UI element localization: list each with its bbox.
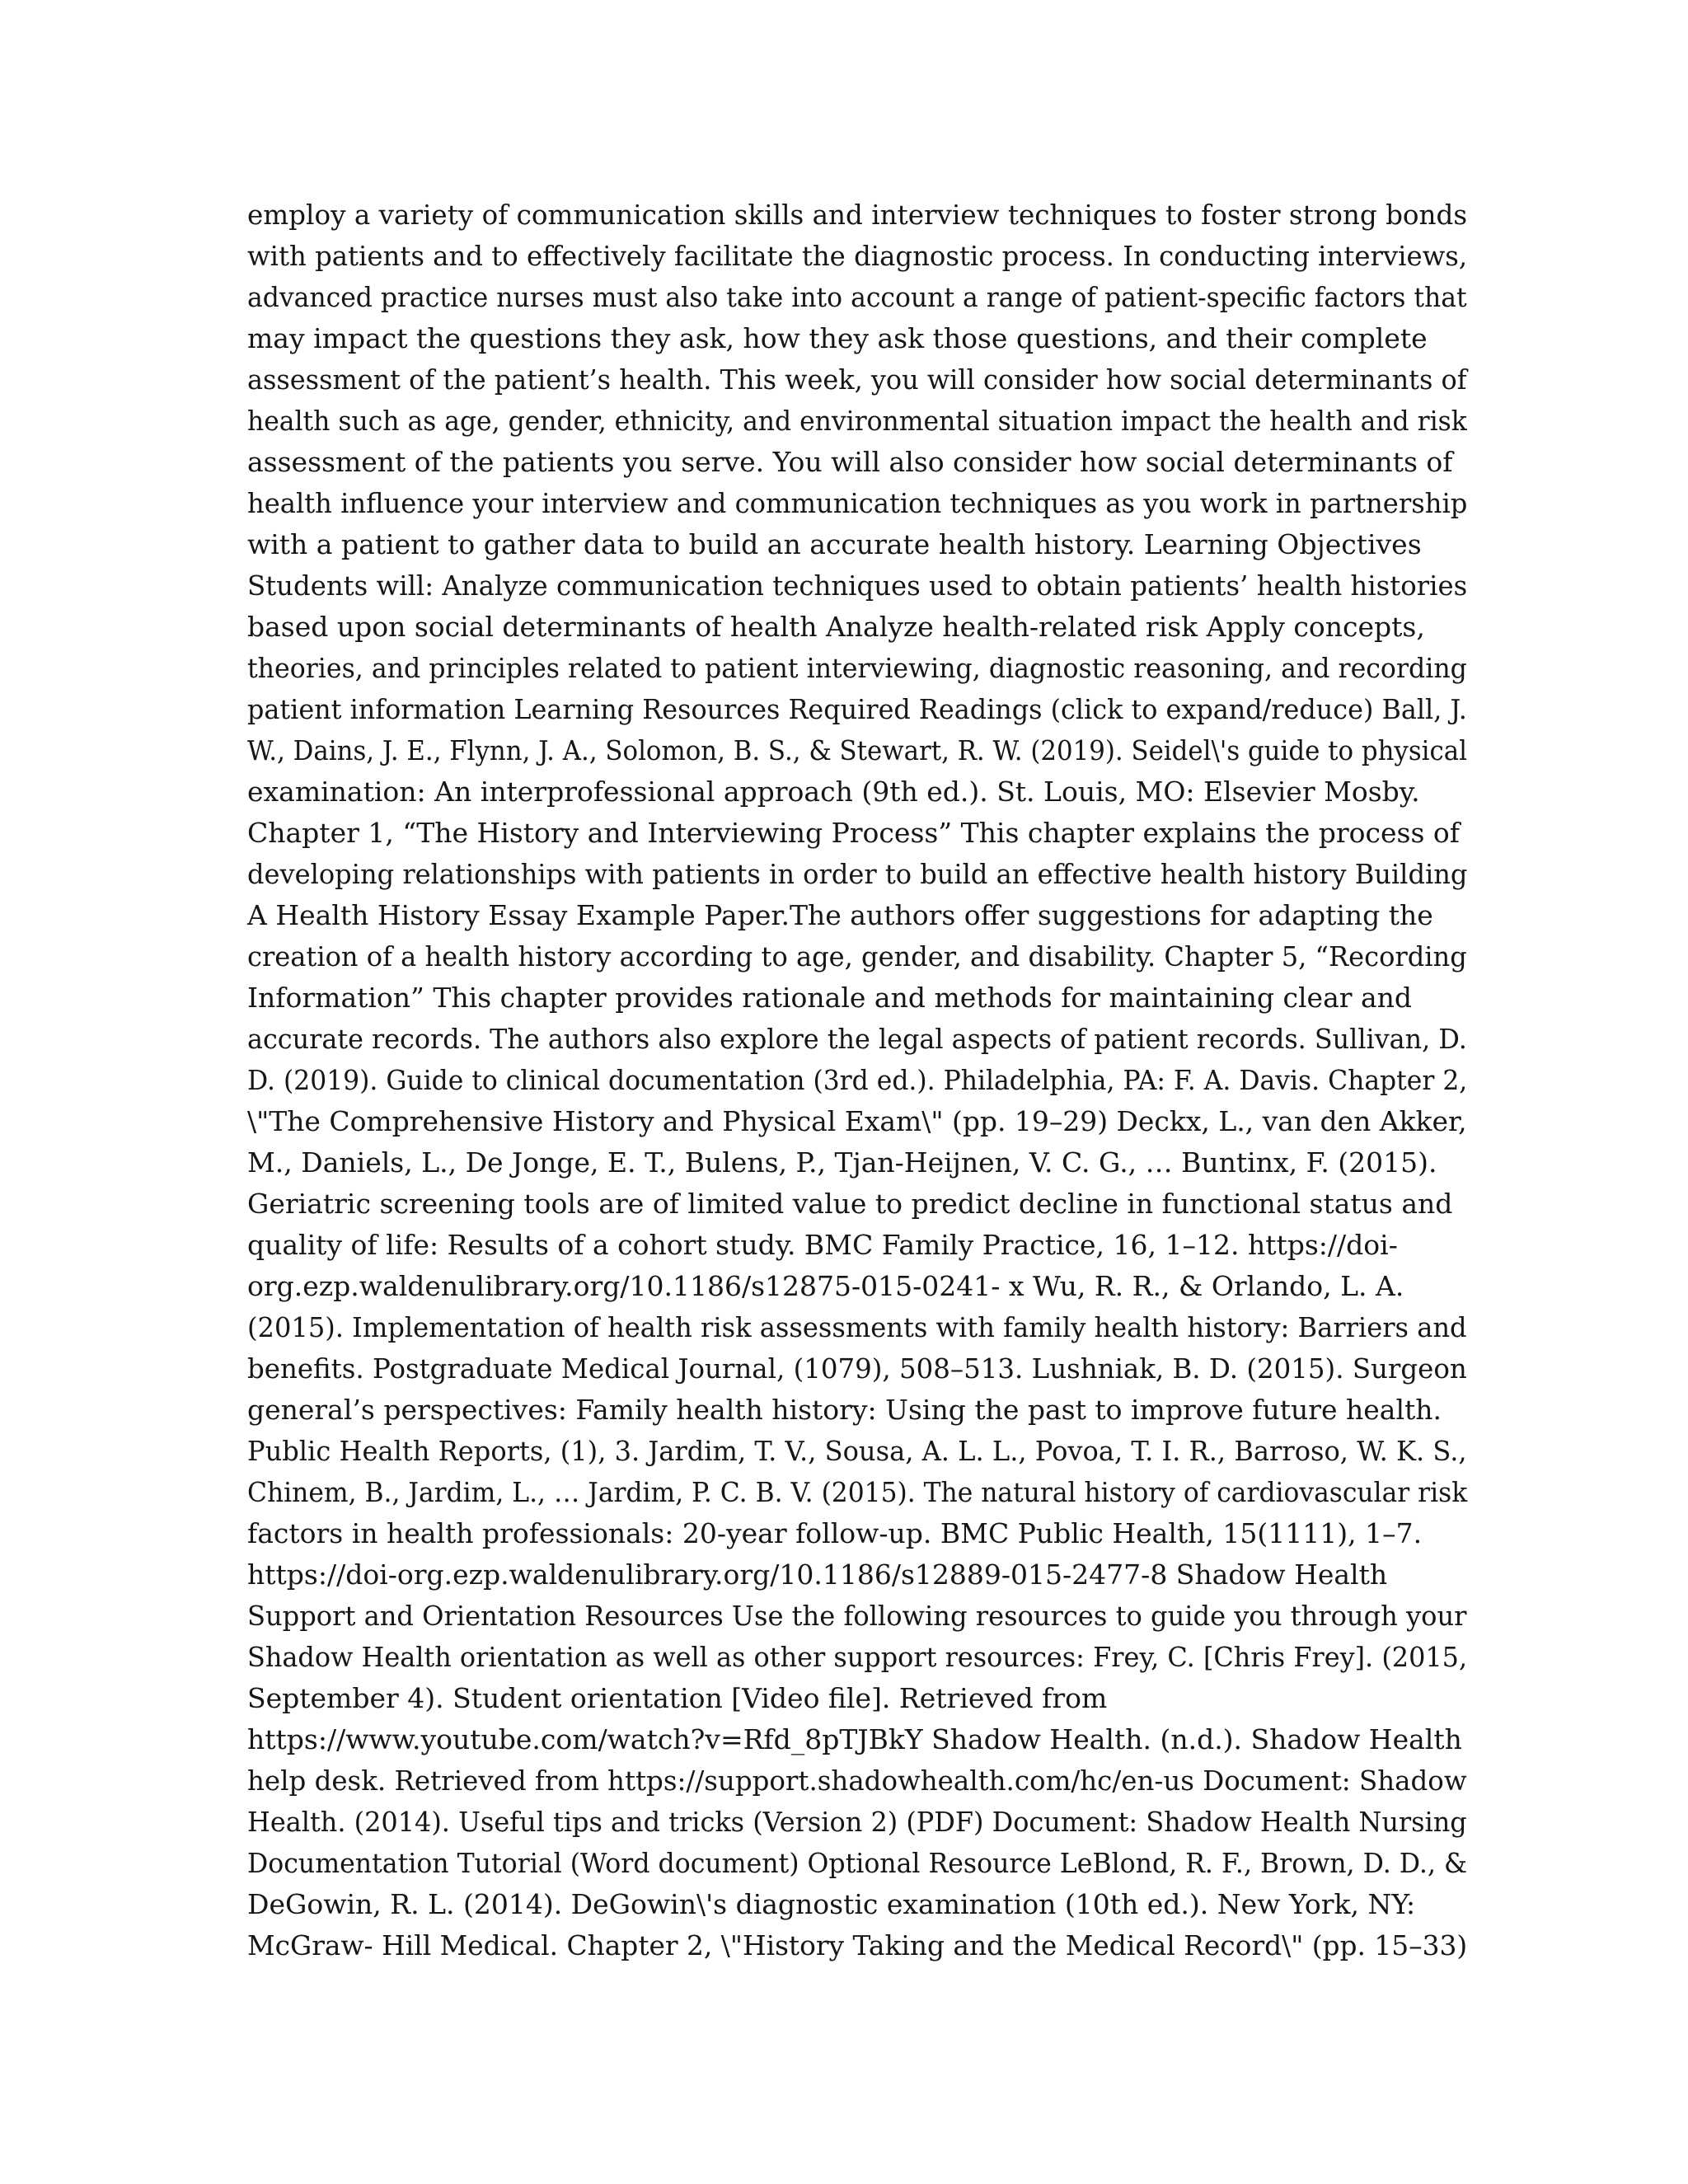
text-line: Support and Orientation Resources Use the following resources to guide you through your (247, 1600, 1467, 1632)
text-line: with a patient to gather data to build an accurate health history. Learning Objectives (247, 528, 1422, 560)
text-line: Public Health Reports, (1), 3. Jardim, T. V., Sousa, A. L. L., Povoa, T. I. R., Barroso, W. K. S., (247, 1435, 1467, 1467)
text-line: theories, and principles related to patient interviewing, diagnostic reasoning, and recording (247, 652, 1467, 684)
text-line: Shadow Health orientation as well as other support resources: Frey, C. [Chris Frey]. (2015, (247, 1641, 1468, 1673)
text-line: examination: An interprofessional approach (9th ed.). St. Louis, MO: Elsevier Mosby. (247, 776, 1420, 808)
text-line: Documentation Tutorial (Word document) Optional Resource LeBlond, R. F., Brown, D. D., & (247, 1847, 1468, 1879)
text-line: (2015). Implementation of health risk assessments with family health history: Barriers and (247, 1311, 1467, 1343)
text-line: benefits. Postgraduate Medical Journal, (1079), 508–513. Lushniak, B. D. (2015). Surgeon (247, 1352, 1467, 1385)
text-line: quality of life: Results of a cohort study. BMC Family Practice, 16, 1–12. https://doi- (247, 1229, 1398, 1261)
text-line: org.ezp.waldenulibrary.org/10.1186/s12875-015-0241- x Wu, R. R., & Orlando, L. A. (247, 1270, 1404, 1302)
text-line: accurate records. The authors also explore the legal aspects of patient records. Sullivan, D. (247, 1023, 1467, 1055)
text-line: help desk. Retrieved from https://support.shadowhealth.com/hc/en-us Document: Shadow (247, 1765, 1467, 1797)
text-line: advanced practice nurses must also take into account a range of patient-specific factors that (247, 281, 1467, 313)
text-line: health such as age, gender, ethnicity, and environmental situation impact the health and risk (247, 405, 1467, 437)
text-line: assessment of the patient’s health. This week, you will consider how social determinants of (247, 363, 1467, 396)
body-text (247, 194, 1467, 1966)
text-line: factors in health professionals: 20-year follow-up. BMC Public Health, 15(1111), 1–7. (247, 1517, 1423, 1549)
text-line: A Health History Essay Example Paper.The authors offer suggestions for adapting the (247, 899, 1433, 931)
text-line: developing relationships with patients in order to build an effective health history Building (247, 858, 1468, 890)
text-line: patient information Learning Resources Required Readings (click to expand/reduce) Ball, J. (247, 693, 1467, 725)
text-line: D. (2019). Guide to clinical documentation (3rd ed.). Philadelphia, PA: F. A. Davis. Chapter 2, (247, 1064, 1468, 1096)
text-line: Chinem, B., Jardim, L., … Jardim, P. C. B. V. (2015). The natural history of cardiovascular risk (247, 1476, 1468, 1508)
text-line: Health. (2014). Useful tips and tricks (Version 2) (PDF) Document: Shadow Health Nursing (247, 1806, 1467, 1838)
text-line: creation of a health history according to age, gender, and disability. Chapter 5, “Recording (247, 940, 1467, 972)
text-line: W., Dains, J. E., Flynn, J. A., Solomon, B. S., & Stewart, R. W. (2019). Seidel\'s guide to physical (247, 734, 1467, 766)
text-line: Information” This chapter provides rationale and methods for maintaining clear and (247, 982, 1413, 1014)
text-line: health influence your interview and communication techniques as you work in partnership (247, 487, 1468, 519)
text-line: DeGowin, R. L. (2014). DeGowin\'s diagnostic examination (10th ed.). New York, NY: (247, 1888, 1416, 1920)
text-line: McGraw- Hill Medical. Chapter 2, \"History Taking and the Medical Record\" (pp. 15–33) (247, 1929, 1468, 1961)
text-line: based upon social determinants of health Analyze health-related risk Apply concepts, (247, 611, 1425, 643)
text-line: assessment of the patients you serve. You will also consider how social determinants of (247, 446, 1453, 478)
text-line: \"The Comprehensive History and Physical Exam\" (pp. 19–29) Deckx, L., van den Akker, (247, 1105, 1467, 1137)
text-line: general’s perspectives: Family health history: Using the past to improve future health. (247, 1394, 1442, 1426)
text-line: Students will: Analyze communication techniques used to obtain patients’ health histories (247, 569, 1468, 602)
text-line: September 4). Student orientation [Video file]. Retrieved from (247, 1682, 1108, 1714)
text-line: employ a variety of communication skills and interview techniques to foster strong bonds (247, 199, 1468, 231)
text-line: Chapter 1, “The History and Interviewing Process” This chapter explains the process of (247, 817, 1460, 849)
text-line: M., Daniels, L., De Jonge, E. T., Bulens, P., Tjan-Heijnen, V. C. G., … Buntinx, F. (2015). (247, 1146, 1437, 1179)
text-line: may impact the questions they ask, how they ask those questions, and their complete (247, 322, 1428, 354)
text-line: https://doi-org.ezp.waldenulibrary.org/10.1186/s12889-015-2477-8 Shadow Health (247, 1558, 1388, 1591)
text-line: with patients and to effectively facilitate the diagnostic process. In conducting interviews, (247, 240, 1468, 272)
text-line: https://www.youtube.com/watch?v=Rfd_8pTJBkY Shadow Health. (n.d.). Shadow Health (247, 1723, 1462, 1755)
text-line: Geriatric screening tools are of limited value to predict decline in functional status and (247, 1188, 1453, 1220)
